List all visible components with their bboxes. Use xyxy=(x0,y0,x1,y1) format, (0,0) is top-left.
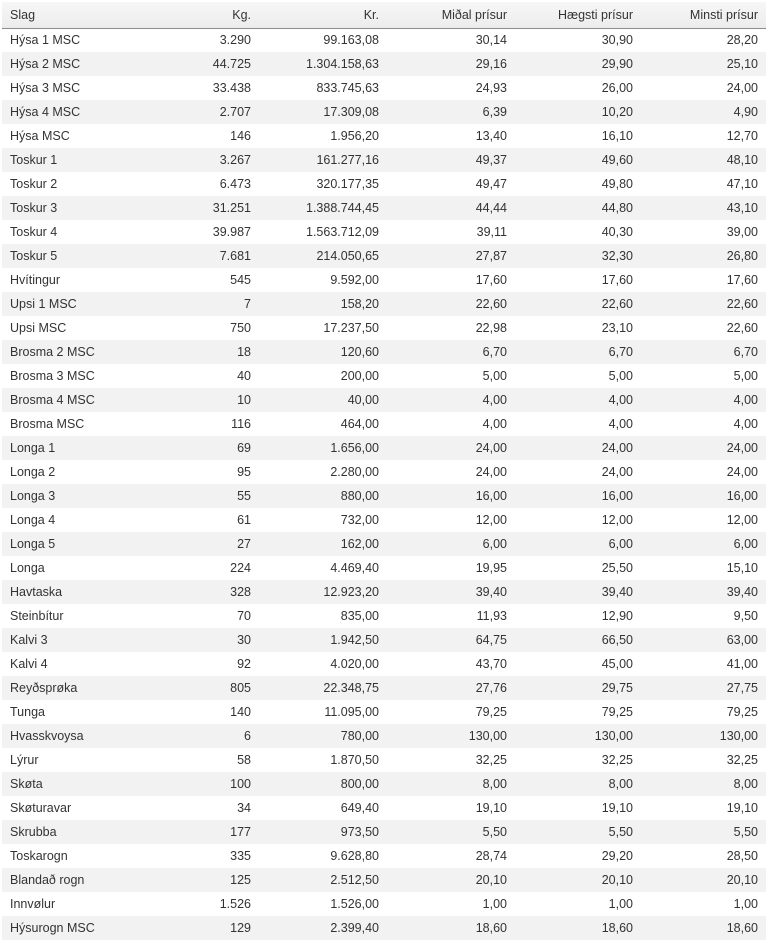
table-body xyxy=(2,28,766,940)
cell-max-price: 66,50 xyxy=(515,628,641,652)
table-row xyxy=(2,316,766,340)
cell-avg-price: 11,93 xyxy=(476,609,507,623)
cell-avg-price: 27,87 xyxy=(387,244,515,268)
table-row xyxy=(2,388,766,412)
table-row xyxy=(2,364,766,388)
table-row xyxy=(2,580,766,604)
cell-species: Upsi 1 MSC xyxy=(2,292,127,316)
table-row xyxy=(2,724,766,748)
cell-kg: 125 xyxy=(127,868,259,892)
cell-kg: 129 xyxy=(127,916,259,940)
cell-min-price: 41,00 xyxy=(726,657,758,671)
cell-species: Upsi MSC xyxy=(10,321,67,335)
cell-max-price: 5,50 xyxy=(515,820,641,844)
cell-species: Longa 3 xyxy=(2,484,127,508)
cell-max-price: 30,90 xyxy=(601,33,633,48)
cell-min-price: 8,00 xyxy=(641,772,766,796)
cell-species: Brosma 4 MSC xyxy=(2,388,127,412)
cell-kg: 6.473 xyxy=(219,177,251,191)
cell-avg-price: 64,75 xyxy=(387,628,515,652)
cell-avg-price: 30,14 xyxy=(475,33,507,48)
table-row xyxy=(2,796,766,820)
cell-kr: 1.563.712,09 xyxy=(306,225,379,239)
cell-kg: 27 xyxy=(127,532,259,556)
cell-kr: 4.020,00 xyxy=(330,657,379,671)
cell-species: Hýsa 4 MSC xyxy=(2,100,127,124)
cell-min-price: 32,25 xyxy=(726,753,758,767)
cell-avg-price: 28,74 xyxy=(475,849,507,863)
cell-kg: 805 xyxy=(127,676,259,700)
cell-kr: 200,00 xyxy=(340,369,379,383)
cell-species: Brosma 2 MSC xyxy=(2,340,127,364)
cell-avg-price: 6,00 xyxy=(387,532,515,556)
cell-kg: 224 xyxy=(230,561,251,575)
cell-kr: 4.469,40 xyxy=(330,561,379,575)
cell-max-price: 130,00 xyxy=(515,724,641,748)
cell-kr: 17.309,08 xyxy=(259,100,387,124)
cell-species: Toskur 2 xyxy=(10,177,58,191)
cell-kr: 833.745,63 xyxy=(316,81,379,95)
cell-max-price: 10,20 xyxy=(515,100,641,124)
cell-species: Toskur 4 xyxy=(10,225,58,239)
cell-kr: 158,20 xyxy=(259,292,387,316)
cell-kg: 30 xyxy=(127,628,259,652)
cell-max-price: 40,30 xyxy=(601,225,633,239)
cell-avg-price: 1,00 xyxy=(482,897,507,911)
cell-species: Skrubba xyxy=(2,820,127,844)
table-row xyxy=(2,172,766,196)
cell-kg: 1.526 xyxy=(219,897,251,911)
cell-max-price: 5,00 xyxy=(608,369,633,383)
cell-min-price: 130,00 xyxy=(641,724,766,748)
cell-species: Toskarogn xyxy=(10,849,68,863)
cell-max-price: 17,60 xyxy=(601,273,633,287)
header-species[interactable]: Slag xyxy=(2,2,127,28)
cell-avg-price: 130,00 xyxy=(387,724,515,748)
cell-min-price: 4,00 xyxy=(733,417,758,431)
table-header xyxy=(2,2,766,28)
cell-min-price: 79,25 xyxy=(726,705,758,719)
cell-min-price: 4,90 xyxy=(641,100,766,124)
cell-min-price: 47,10 xyxy=(726,177,758,191)
cell-avg-price: 24,00 xyxy=(475,465,507,479)
table-row xyxy=(2,412,766,436)
cell-kr: 1.942,50 xyxy=(259,628,387,652)
cell-max-price: 1,00 xyxy=(608,897,633,911)
cell-min-price: 5,50 xyxy=(641,820,766,844)
cell-kr: 1.526,00 xyxy=(330,897,379,911)
cell-kg: 335 xyxy=(230,849,251,863)
cell-min-price: 12,00 xyxy=(726,513,758,527)
cell-kr: 12.923,20 xyxy=(259,580,387,604)
cell-avg-price: 39,40 xyxy=(387,580,515,604)
cell-max-price: 79,25 xyxy=(601,705,633,719)
cell-kr: 11.095,00 xyxy=(324,705,379,719)
cell-avg-price: 22,60 xyxy=(387,292,515,316)
cell-min-price: 27,75 xyxy=(641,676,766,700)
cell-kr: 214.050,65 xyxy=(259,244,387,268)
cell-avg-price: 44,44 xyxy=(387,196,515,220)
table-row xyxy=(2,532,766,556)
cell-avg-price: 18,60 xyxy=(387,916,515,940)
cell-kr: 320.177,35 xyxy=(316,177,379,191)
cell-kr: 161.277,16 xyxy=(259,148,387,172)
cell-species: Skøturavar xyxy=(10,801,72,815)
cell-kr: 732,00 xyxy=(340,513,379,527)
cell-min-price: 63,00 xyxy=(641,628,766,652)
cell-min-price: 28,20 xyxy=(726,33,758,48)
cell-min-price: 39,00 xyxy=(726,225,758,239)
cell-kg: 177 xyxy=(127,820,259,844)
cell-max-price: 4,00 xyxy=(515,388,641,412)
cell-avg-price: 8,00 xyxy=(387,772,515,796)
cell-avg-price: 22,98 xyxy=(475,321,507,335)
cell-kg: 750 xyxy=(230,321,251,335)
table-row xyxy=(2,868,766,892)
header-max-price[interactable]: Hægsti prísur xyxy=(515,2,641,28)
cell-avg-price: 29,16 xyxy=(387,52,515,76)
cell-kg: 140 xyxy=(230,705,251,719)
header-kg[interactable]: Kg. xyxy=(127,2,259,28)
cell-kg: 95 xyxy=(237,465,251,479)
cell-min-price: 28,50 xyxy=(726,849,758,863)
table-row xyxy=(2,340,766,364)
table-row xyxy=(2,628,766,652)
cell-kr: 17.237,50 xyxy=(323,321,379,335)
cell-species: Hýsa 3 MSC xyxy=(10,81,81,95)
cell-avg-price: 79,25 xyxy=(475,705,507,719)
table-row xyxy=(2,892,766,916)
price-table-container xyxy=(2,2,766,940)
cell-min-price: 25,10 xyxy=(641,52,766,76)
cell-kg: 33.438 xyxy=(212,81,251,95)
cell-kg: 55 xyxy=(127,484,259,508)
cell-kg: 39.987 xyxy=(212,225,251,239)
cell-max-price: 29,75 xyxy=(515,676,641,700)
cell-kr: 9.592,00 xyxy=(330,273,379,287)
cell-species: Hýsa 2 MSC xyxy=(2,52,127,76)
cell-avg-price: 12,00 xyxy=(475,513,507,527)
cell-kr: 880,00 xyxy=(259,484,387,508)
cell-kr: 162,00 xyxy=(259,532,387,556)
table-row xyxy=(2,700,766,724)
cell-min-price: 15,10 xyxy=(726,561,758,575)
cell-avg-price: 13,40 xyxy=(475,129,507,143)
cell-max-price: 16,00 xyxy=(515,484,641,508)
cell-species: Brosma MSC xyxy=(10,417,85,431)
cell-species: Reyðsprøka xyxy=(2,676,127,700)
cell-species: Havtaska xyxy=(2,580,127,604)
cell-kr: 1.304.158,63 xyxy=(259,52,387,76)
cell-avg-price: 32,25 xyxy=(475,753,507,767)
cell-min-price: 18,60 xyxy=(641,916,766,940)
cell-max-price: 12,90 xyxy=(601,609,633,623)
cell-min-price: 43,10 xyxy=(641,196,766,220)
cell-kg: 100 xyxy=(127,772,259,796)
cell-kr: 1.870,50 xyxy=(330,753,379,767)
cell-max-price: 16,10 xyxy=(601,129,633,143)
cell-kr: 2.399,40 xyxy=(259,916,387,940)
cell-kr: 1.956,20 xyxy=(330,129,379,143)
cell-species: Brosma 3 MSC xyxy=(10,369,95,383)
cell-kr: 99.163,08 xyxy=(323,33,379,48)
cell-avg-price: 19,10 xyxy=(475,801,507,815)
cell-kr: 2.280,00 xyxy=(330,465,379,479)
cell-max-price: 24,00 xyxy=(515,436,641,460)
cell-avg-price: 17,60 xyxy=(475,273,507,287)
cell-kr: 1.388.744,45 xyxy=(259,196,387,220)
cell-avg-price: 6,70 xyxy=(387,340,515,364)
cell-max-price: 6,70 xyxy=(515,340,641,364)
cell-max-price: 49,60 xyxy=(515,148,641,172)
table-row xyxy=(2,196,766,220)
cell-avg-price: 5,00 xyxy=(482,369,507,383)
cell-min-price: 24,00 xyxy=(726,81,758,95)
cell-species: Hvasskvoysa xyxy=(2,724,127,748)
cell-species: Steinbítur xyxy=(10,609,64,623)
cell-max-price: 18,60 xyxy=(515,916,641,940)
cell-min-price: 24,00 xyxy=(726,465,758,479)
cell-min-price: 20,10 xyxy=(641,868,766,892)
cell-min-price: 22,60 xyxy=(641,292,766,316)
cell-avg-price: 24,00 xyxy=(387,436,515,460)
cell-kg: 3.267 xyxy=(127,148,259,172)
cell-kg: 44.725 xyxy=(127,52,259,76)
cell-min-price: 5,00 xyxy=(733,369,758,383)
cell-avg-price: 49,37 xyxy=(387,148,515,172)
cell-kg: 2.707 xyxy=(127,100,259,124)
cell-avg-price: 6,39 xyxy=(387,100,515,124)
table-row xyxy=(2,268,766,292)
cell-avg-price: 16,00 xyxy=(387,484,515,508)
table-row xyxy=(2,100,766,124)
cell-species: Longa 1 xyxy=(2,436,127,460)
cell-species: Hýsa 1 MSC xyxy=(10,33,81,48)
cell-max-price: 44,80 xyxy=(515,196,641,220)
cell-min-price: 22,60 xyxy=(726,321,758,335)
cell-kg: 18 xyxy=(127,340,259,364)
cell-species: Toskur 1 xyxy=(2,148,127,172)
cell-max-price: 29,90 xyxy=(515,52,641,76)
cell-species: Lýrur xyxy=(10,753,39,767)
cell-max-price: 19,10 xyxy=(601,801,633,815)
cell-min-price: 12,70 xyxy=(726,129,758,143)
cell-kg: 31.251 xyxy=(127,196,259,220)
cell-avg-price: 24,93 xyxy=(475,81,507,95)
table-row xyxy=(2,124,766,148)
cell-species: Blandað rogn xyxy=(2,868,127,892)
table-row xyxy=(2,76,766,100)
cell-avg-price: 49,47 xyxy=(475,177,507,191)
cell-max-price: 20,10 xyxy=(515,868,641,892)
cell-max-price: 6,00 xyxy=(515,532,641,556)
table-row xyxy=(2,820,766,844)
cell-avg-price: 19,95 xyxy=(475,561,507,575)
table-row xyxy=(2,292,766,316)
table-row xyxy=(2,220,766,244)
table-row xyxy=(2,460,766,484)
cell-avg-price: 4,00 xyxy=(387,388,515,412)
cell-max-price: 22,60 xyxy=(515,292,641,316)
cell-kr: 973,50 xyxy=(259,820,387,844)
cell-kg: 146 xyxy=(230,129,251,143)
cell-min-price: 39,40 xyxy=(641,580,766,604)
cell-species: Tunga xyxy=(10,705,45,719)
cell-min-price: 24,00 xyxy=(641,436,766,460)
table-row xyxy=(2,772,766,796)
cell-kg: 545 xyxy=(230,273,251,287)
cell-avg-price: 4,00 xyxy=(482,417,507,431)
cell-min-price: 4,00 xyxy=(641,388,766,412)
cell-min-price: 26,80 xyxy=(641,244,766,268)
cell-kg: 69 xyxy=(127,436,259,460)
cell-species: Skøta xyxy=(2,772,127,796)
cell-kg: 40 xyxy=(237,369,251,383)
cell-max-price: 29,20 xyxy=(601,849,633,863)
cell-max-price: 26,00 xyxy=(601,81,633,95)
cell-kg: 328 xyxy=(127,580,259,604)
cell-kr: 780,00 xyxy=(259,724,387,748)
cell-kg: 61 xyxy=(237,513,251,527)
cell-avg-price: 20,10 xyxy=(387,868,515,892)
cell-kg: 10 xyxy=(127,388,259,412)
cell-avg-price: 27,76 xyxy=(387,676,515,700)
table-row xyxy=(2,676,766,700)
cell-max-price: 32,25 xyxy=(601,753,633,767)
cell-max-price: 49,80 xyxy=(601,177,633,191)
cell-kr: 120,60 xyxy=(259,340,387,364)
table-row xyxy=(2,148,766,172)
cell-kg: 34 xyxy=(237,801,251,815)
cell-kg: 3.290 xyxy=(219,33,251,48)
cell-min-price: 9,50 xyxy=(733,609,758,623)
cell-kr: 464,00 xyxy=(340,417,379,431)
table-row xyxy=(2,244,766,268)
table-row xyxy=(2,748,766,772)
cell-species: Longa 2 xyxy=(10,465,56,479)
cell-avg-price: 39,11 xyxy=(476,225,507,239)
cell-max-price: 4,00 xyxy=(608,417,633,431)
cell-max-price: 25,50 xyxy=(601,561,633,575)
cell-kr: 1.656,00 xyxy=(259,436,387,460)
cell-max-price: 32,30 xyxy=(515,244,641,268)
cell-kg: 7 xyxy=(127,292,259,316)
cell-kr: 40,00 xyxy=(259,388,387,412)
table-row xyxy=(2,508,766,532)
header-avg-price[interactable]: Miðal prísur xyxy=(387,2,515,28)
cell-max-price: 12,00 xyxy=(601,513,633,527)
cell-max-price: 24,00 xyxy=(601,465,633,479)
table-row xyxy=(2,484,766,508)
cell-species: Toskur 5 xyxy=(2,244,127,268)
header-row xyxy=(2,2,766,28)
header-min-price[interactable]: Minsti prísur xyxy=(641,2,766,28)
cell-species: Kalvi 3 xyxy=(2,628,127,652)
table-row xyxy=(2,52,766,76)
cell-kr: 2.512,50 xyxy=(259,868,387,892)
cell-species: Kalvi 4 xyxy=(10,657,48,671)
cell-kr: 22.348,75 xyxy=(259,676,387,700)
table-row xyxy=(2,916,766,940)
cell-species: Longa xyxy=(10,561,45,575)
cell-species: Innvølur xyxy=(10,897,56,911)
price-table xyxy=(2,2,766,940)
cell-min-price: 17,60 xyxy=(726,273,758,287)
cell-min-price: 6,70 xyxy=(641,340,766,364)
cell-kr: 9.628,80 xyxy=(330,849,379,863)
cell-avg-price: 5,50 xyxy=(387,820,515,844)
cell-kg: 92 xyxy=(237,657,251,671)
cell-kg: 7.681 xyxy=(127,244,259,268)
cell-species: Longa 5 xyxy=(2,532,127,556)
cell-kr: 649,40 xyxy=(340,801,379,815)
cell-min-price: 1,00 xyxy=(733,897,758,911)
cell-kr: 800,00 xyxy=(259,772,387,796)
cell-species: Longa 4 xyxy=(10,513,56,527)
cell-max-price: 39,40 xyxy=(515,580,641,604)
cell-min-price: 6,00 xyxy=(641,532,766,556)
cell-species: Hýsa MSC xyxy=(10,129,70,143)
cell-kg: 70 xyxy=(237,609,251,623)
cell-kg: 116 xyxy=(231,417,251,431)
cell-kg: 58 xyxy=(237,753,251,767)
cell-min-price: 48,10 xyxy=(641,148,766,172)
cell-kg: 6 xyxy=(127,724,259,748)
cell-species: Hvítingur xyxy=(10,273,61,287)
cell-species: Toskur 3 xyxy=(2,196,127,220)
header-kr[interactable]: Kr. xyxy=(259,2,387,28)
cell-max-price: 8,00 xyxy=(515,772,641,796)
cell-min-price: 19,10 xyxy=(726,801,758,815)
table-row xyxy=(2,436,766,460)
cell-avg-price: 43,70 xyxy=(475,657,507,671)
table-row xyxy=(2,556,766,580)
table-row xyxy=(2,28,766,52)
table-row xyxy=(2,604,766,628)
cell-min-price: 16,00 xyxy=(641,484,766,508)
cell-max-price: 23,10 xyxy=(601,321,633,335)
table-row xyxy=(2,652,766,676)
table-row xyxy=(2,844,766,868)
cell-kr: 835,00 xyxy=(340,609,379,623)
cell-species: Hýsurogn MSC xyxy=(2,916,127,940)
cell-max-price: 45,00 xyxy=(601,657,633,671)
